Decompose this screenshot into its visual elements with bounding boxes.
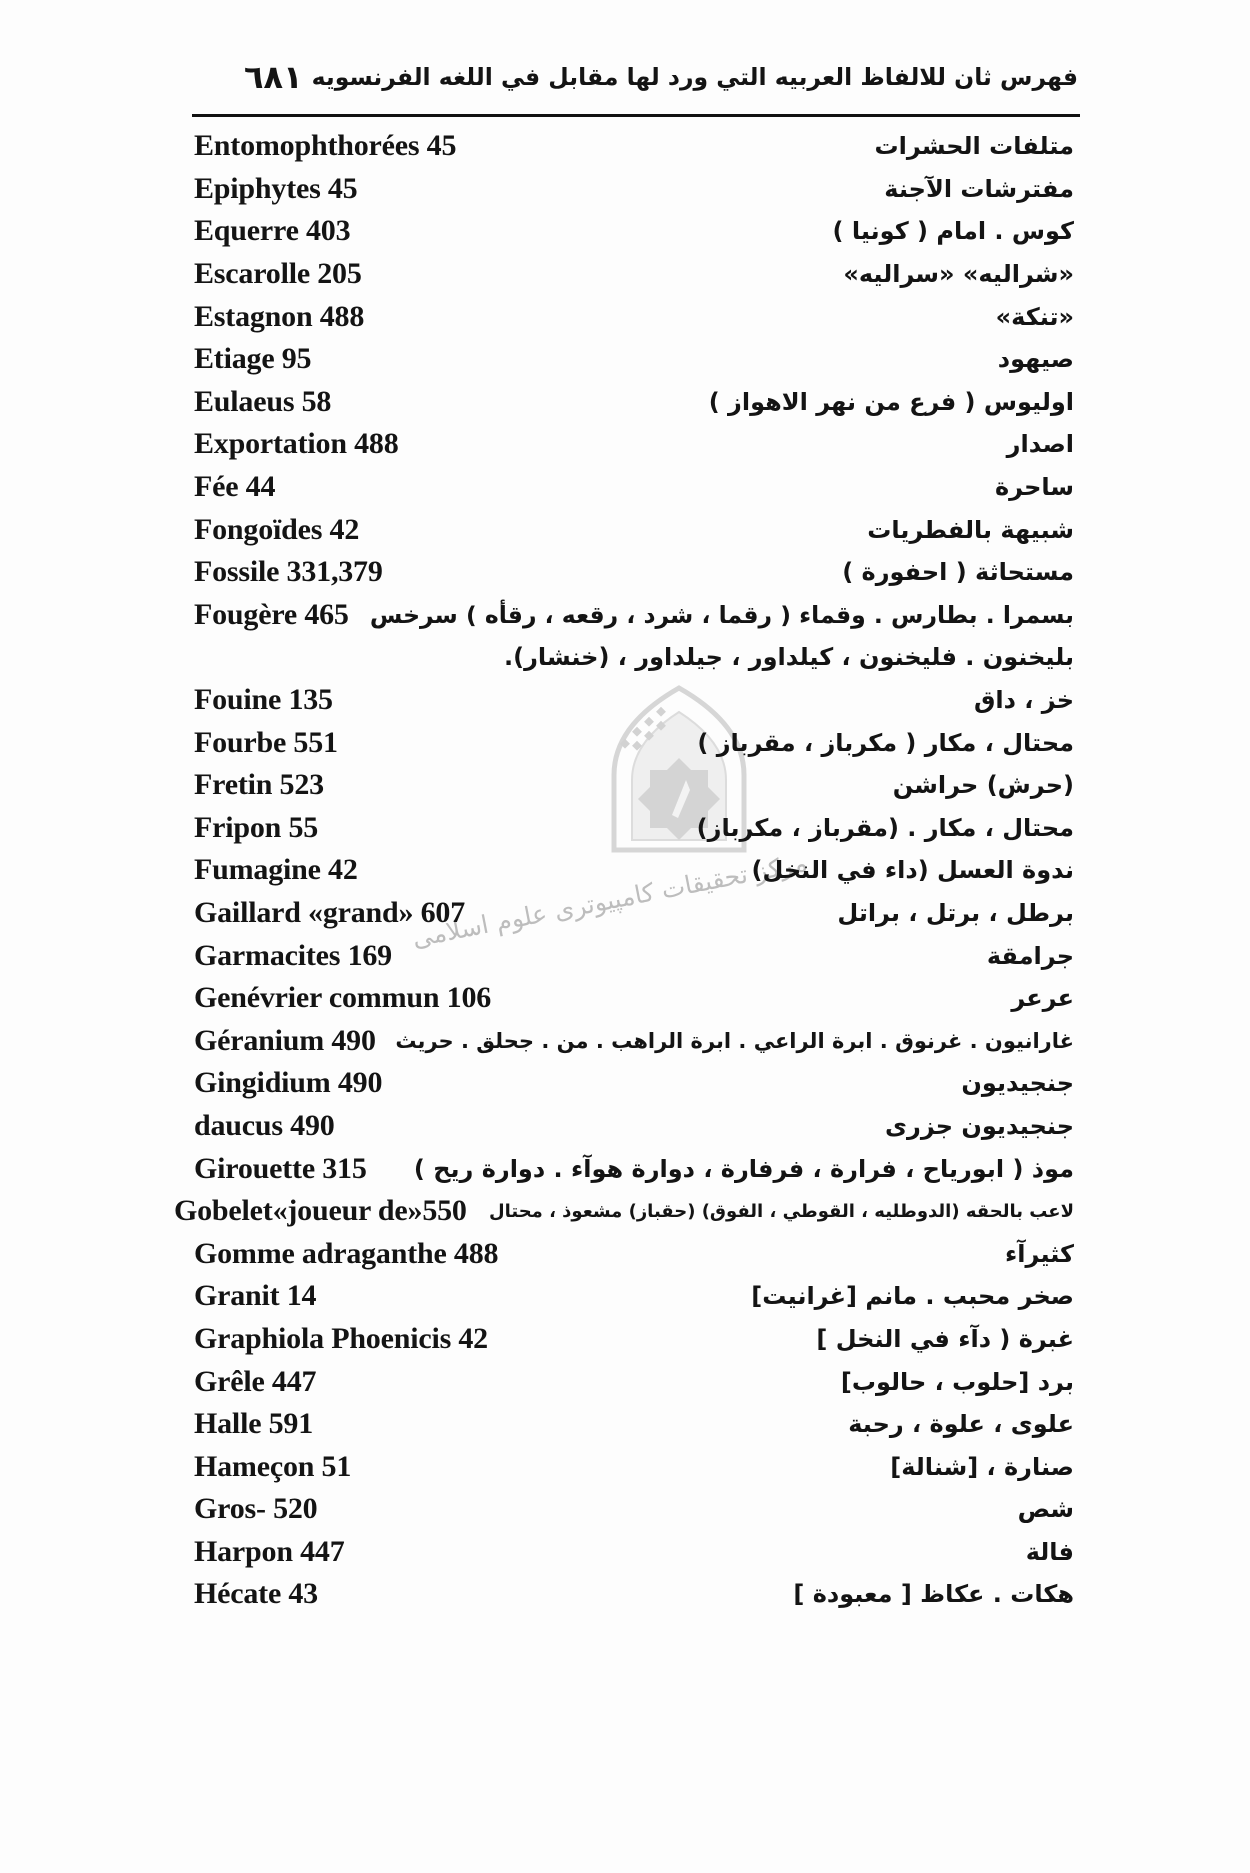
index-entry (194, 423, 1074, 466)
index-entry (194, 338, 1074, 381)
index-entry (194, 892, 1074, 935)
index-entry (194, 1573, 1074, 1616)
french-term: daucus 490 (194, 1108, 335, 1142)
french-term: Escarolle 205 (194, 257, 362, 291)
arabic-term: غبرة ( دآء في النخل ] (816, 1324, 1074, 1353)
arabic-term: محتال ، مكار ( مكرباز ، مقرباز ) (697, 728, 1074, 757)
french-term: Grêle 447 (194, 1364, 317, 1398)
index-entry (194, 210, 1074, 253)
index-entry-continuation (194, 636, 1074, 679)
index-entry (194, 1232, 1074, 1275)
arabic-term: شبيهة بالفطريات (867, 515, 1074, 544)
arabic-term: جنجيديون (961, 1069, 1074, 1098)
arabic-term: هكات . عكاظ [ معبودة ] (793, 1580, 1074, 1609)
arabic-term: لاعب بالحقه (الدوطليه ، القوطي ، الفوق) (حقباز) مشعوذ ، محتال (488, 1200, 1074, 1222)
index-entry (194, 849, 1074, 892)
header-rule (192, 114, 1080, 117)
index-entry (194, 466, 1074, 509)
french-term: Harpon 447 (194, 1534, 345, 1568)
arabic-term: (حرش) حراشن (892, 771, 1074, 800)
arabic-term: صنارة ، [شنالة] (890, 1452, 1074, 1481)
arabic-term: ساحرة (994, 473, 1074, 502)
french-term: Gros- 520 (194, 1492, 318, 1526)
index-entry (174, 1190, 1074, 1233)
index-entry (194, 168, 1074, 211)
french-term: Entomophthorées 45 (194, 129, 457, 163)
arabic-term: علوى ، علوة ، رحبة (848, 1410, 1074, 1439)
french-term: Fouine 135 (194, 683, 333, 717)
french-term: Genévrier commun 106 (194, 981, 492, 1015)
arabic-term: جنجيديون جزرى (885, 1111, 1074, 1140)
arabic-term: اصدار (1006, 430, 1074, 459)
arabic-term: شص (1017, 1495, 1074, 1524)
french-term: Fongoïdes 42 (194, 512, 360, 546)
index-entry (194, 934, 1074, 977)
french-term: Fretin 523 (194, 768, 324, 802)
french-term: Fripon 55 (194, 810, 319, 844)
arabic-term: صخر محبب . مانم [غرانيت] (751, 1282, 1074, 1311)
french-term: Estagnon 488 (194, 299, 365, 333)
french-term: Etiage 95 (194, 342, 312, 376)
french-term: Granit 14 (194, 1279, 317, 1313)
french-term: Eulaeus 58 (194, 384, 332, 418)
arabic-term: غارانيون . غرنوق . ابرة الراعي . ابرة الراهب . من . جحلق . حريث (395, 1028, 1074, 1053)
french-term: Fossile 331,379 (194, 555, 383, 589)
french-term: Hécate 43 (194, 1577, 318, 1611)
index-entry (194, 1531, 1074, 1574)
arabic-term: برطل ، برتل ، براتل (837, 898, 1074, 927)
french-term: Gingidium 490 (194, 1066, 383, 1100)
french-term: Géranium 490 (194, 1023, 376, 1057)
french-term: Fée 44 (194, 470, 276, 504)
index-entry (194, 295, 1074, 338)
index-entry (194, 1360, 1074, 1403)
watermark-text: مرکز تحقیقات کامپیوتری علوم اسلامی (409, 847, 810, 953)
french-term: Fumagine 42 (194, 853, 358, 887)
french-term: Garmacites 169 (194, 938, 392, 972)
index-entry (194, 1403, 1074, 1446)
arabic-term: خز ، داق (973, 686, 1074, 715)
page-number: ٦٨١ (244, 58, 303, 96)
index-entry (194, 1445, 1074, 1488)
page-header (244, 52, 1078, 102)
arabic-term: موذ ( ابورياح ، فرارة ، فرفارة ، دوارة هوآء . دوارة ريح ) (413, 1154, 1074, 1183)
index-entry (194, 381, 1074, 424)
arabic-term: عرعر (1011, 984, 1074, 1013)
french-term: Exportation 488 (194, 427, 399, 461)
arabic-term: فالة (1025, 1537, 1074, 1566)
index-entry (194, 551, 1074, 594)
index-entry (194, 508, 1074, 551)
index-entry (194, 253, 1074, 296)
arabic-term: «شراليه» «سراليه» (843, 260, 1074, 289)
arabic-term: متلفات الحشرات (874, 132, 1074, 161)
index-entry (194, 1105, 1074, 1148)
index-entry (194, 1488, 1074, 1531)
arabic-term: مستحاثة ( احفورة ) (842, 558, 1074, 587)
index-entry (194, 764, 1074, 807)
arabic-term: بسمرا . بطارس . وقماء ( رقما ، شرد ، رقعه ، رقأه ) سرخس (369, 600, 1074, 629)
arabic-term: كثيرآء (1005, 1239, 1074, 1268)
index-entry (194, 125, 1074, 168)
arabic-term: ندوة العسل (داء في النخل) (751, 856, 1074, 885)
index-entry (194, 977, 1074, 1020)
french-term: Graphiola Phoenicis 42 (194, 1321, 488, 1355)
index-entry (194, 721, 1074, 764)
arabic-term: «تنكة» (995, 302, 1074, 331)
french-term: Fourbe 551 (194, 725, 338, 759)
index-list (174, 125, 1074, 1616)
index-entry (194, 1147, 1074, 1190)
index-entry (194, 1062, 1074, 1105)
page-title: فهرس ثان للالفاظ العربيه التي ورد لها مقابل في اللغه الفرنسويه (311, 63, 1078, 91)
arabic-term: جرامقة (986, 941, 1074, 970)
arabic-term-continued: بليخنون . فليخنون ، كيلداور ، جيلداور ، (خنشار). (504, 643, 1074, 672)
french-term: Halle 591 (194, 1407, 314, 1441)
arabic-term: محتال ، مكار . (مقرباز ، مكرباز) (696, 813, 1074, 842)
french-term: Gaillard «grand» 607 (194, 895, 466, 929)
french-term: Fougère 465 (194, 597, 349, 631)
french-term: Gomme adraganthe 488 (194, 1236, 499, 1270)
index-entry (194, 594, 1074, 637)
index-entry (194, 1318, 1074, 1361)
arabic-term: كوس . امام ( كونيا ) (832, 217, 1074, 246)
french-term: Hameçon 51 (194, 1449, 352, 1483)
index-entry (194, 679, 1074, 722)
french-term: Epiphytes 45 (194, 171, 358, 205)
index-entry (194, 807, 1074, 850)
arabic-term: برد [حلوب ، حالوب] (840, 1367, 1074, 1396)
arabic-term: صيهود (997, 345, 1074, 374)
index-entry (194, 1019, 1074, 1062)
french-term: Equerre 403 (194, 214, 351, 248)
french-term: Girouette 315 (194, 1151, 367, 1185)
arabic-term: اوليوس ( فرع من نهر الاهواز ) (708, 387, 1074, 416)
index-entry (194, 1275, 1074, 1318)
french-term: Gobelet«joueur de»550 (174, 1194, 467, 1228)
arabic-term: مفترشات الآجنة (884, 174, 1074, 203)
